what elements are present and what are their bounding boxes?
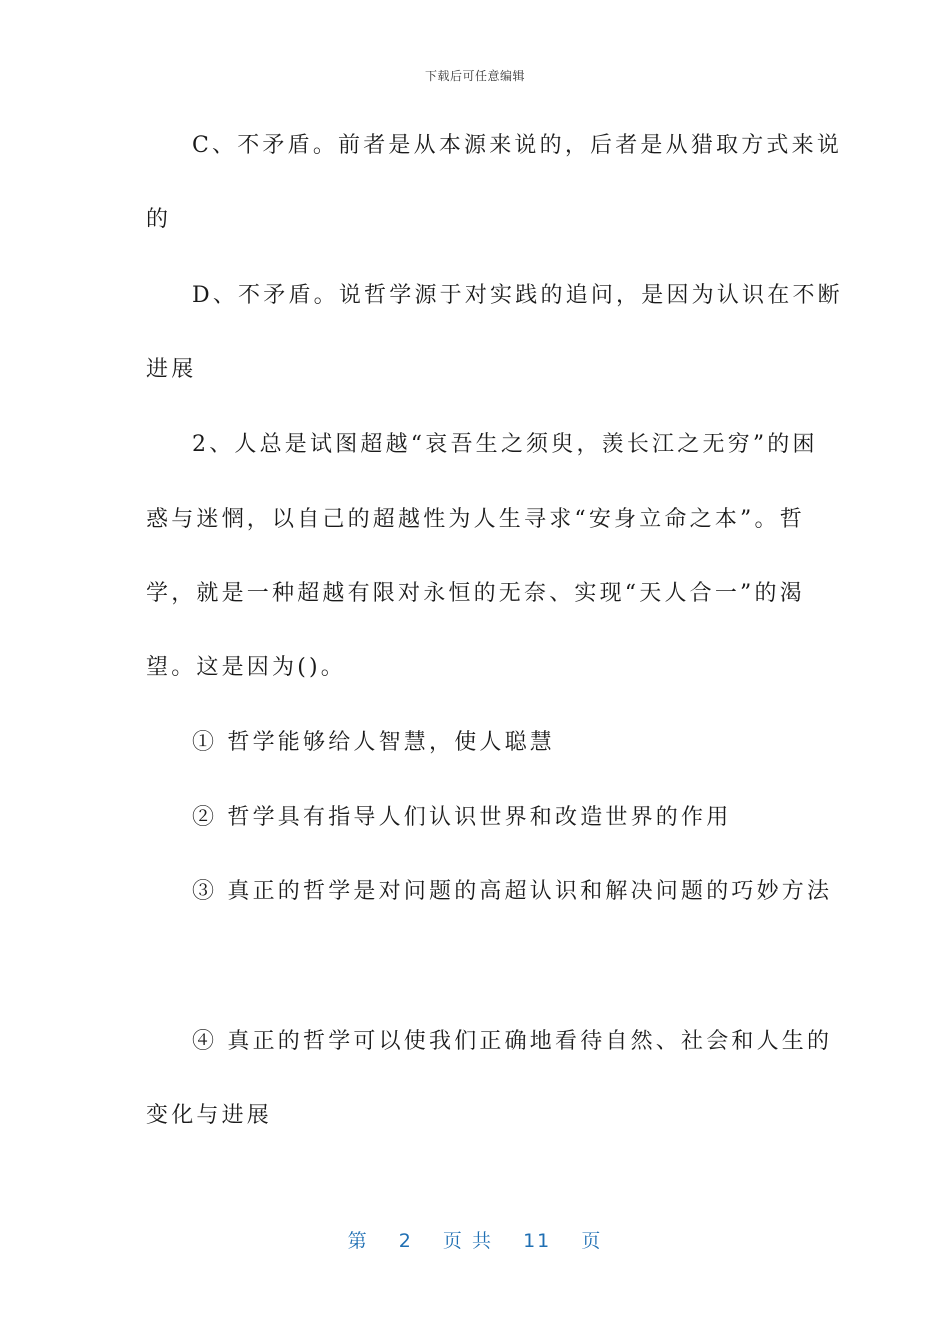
footer-middle: 页 共 [442, 1230, 493, 1252]
choice-item-4-line-1: ④ 真正的哲学可以使我们正确地看待自然、社会和人生的 [192, 1029, 833, 1054]
page-footer [0, 1226, 950, 1253]
option-d-line-2: 进展 [146, 357, 197, 382]
footer-current-page: 2 [398, 1230, 413, 1252]
question-2-line-3: 学，就是一种超越有限对永恒的无奈、实现“天人合一”的渴 [146, 581, 805, 606]
choice-item-1: ① 哲学能够给人智慧，使人聪慧 [192, 730, 555, 755]
question-2-line-1: 2、人总是试图超越“哀吾生之须臾，羡长江之无穷”的困 [192, 432, 818, 457]
option-c-line-2: 的 [146, 207, 172, 232]
page-header-note: 下载后可任意编辑 [424, 69, 525, 83]
footer-prefix: 第 [347, 1230, 369, 1252]
question-2-line-4: 望。这是因为()。 [146, 655, 346, 680]
footer-suffix: 页 [581, 1230, 603, 1252]
option-c-line-1: C、不矛盾。前者是从本源来说的，后者是从猎取方式来说 [192, 133, 843, 158]
choice-item-4-line-2: 变化与进展 [146, 1103, 273, 1128]
option-d-line-1: D、不矛盾。说哲学源于对实践的追问，是因为认识在不断 [192, 283, 843, 308]
choice-item-2: ② 哲学具有指导人们认识世界和改造世界的作用 [192, 805, 732, 830]
question-2-line-2: 惑与迷惘，以自己的超越性为人生寻求“安身立命之本”。哲 [146, 507, 805, 532]
footer-total-pages: 11 [523, 1230, 552, 1252]
choice-item-3: ③ 真正的哲学是对问题的高超认识和解决问题的巧妙方法 [192, 879, 833, 904]
